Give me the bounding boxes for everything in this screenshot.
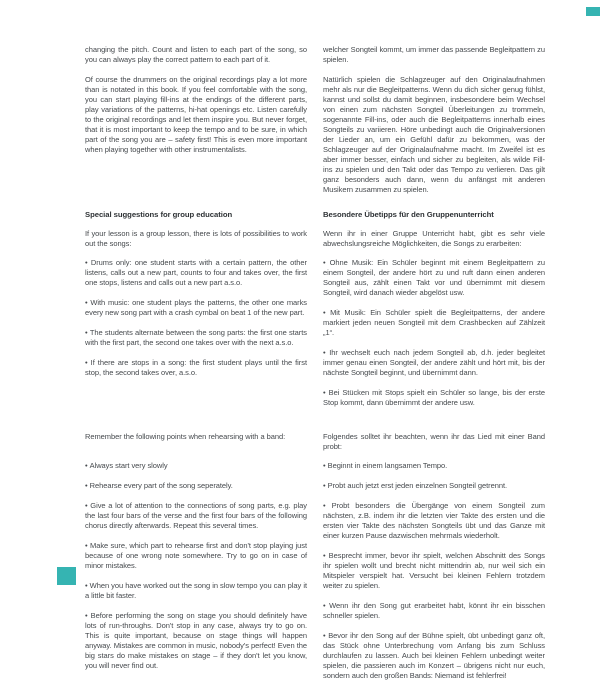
german-bullet-item: • Probt besonders die Übergänge von einem Songteil zum nächsten, z.B. indem ihr die letzten vier Takte des ersten und die ersten vier Takte des nächsten Songteils übt und das Ganze mit einer kurzen Pause dazwischen mehrmals wiederholt. bbox=[323, 501, 545, 541]
two-column-text bbox=[85, 45, 545, 681]
german-group-bullets bbox=[323, 258, 545, 408]
english-bullet-item: • When you have worked out the song in slow tempo you can play it a little bit faster. bbox=[85, 581, 307, 601]
german-band-bullets bbox=[323, 461, 545, 681]
english-paragraph: changing the pitch. Count and listen to each part of the song, so you can always play the correct pattern to each part of it. bbox=[85, 45, 307, 64]
german-bullet-item: • Bevor ihr den Song auf der Bühne spielt, übt unbedingt ganz oft, das Stück ohne Unterbrechung vom Anfang bis zum Schluss durchlaufen zu lassen. Auch bei kleinen Fehlern unbedingt weiter spielen, die passieren auch im Konzert – übrigens nicht nur euch, sondern auch den großen Bands: Niemand ist fehlerfrei! bbox=[323, 631, 545, 681]
german-section-intro: Wenn ihr in einer Gruppe Unterricht habt, gibt es sehr viele abwechslungsreiche Möglichkeiten, die Songs zu erarbeiten: bbox=[323, 229, 545, 248]
german-heading-block bbox=[323, 210, 545, 220]
german-bullet-item: • Besprecht immer, bevor ihr spielt, welchen Abschnitt des Songs ihr spielen wollt und brecht nicht mittendrin ab, nur weil sich ein Mitspieler verspielt hat. Versucht bei kleinen Fehlern trotzdem weiter zu spielen. bbox=[323, 551, 545, 591]
english-section-heading: Special suggestions for group education bbox=[85, 210, 233, 219]
german-section-intro-block bbox=[323, 229, 545, 249]
german-bullet-item: • Beginnt in einem langsamen Tempo. bbox=[323, 461, 545, 471]
teal-corner-mark-top-right bbox=[586, 7, 600, 16]
english-band-bullets bbox=[85, 461, 307, 671]
english-bullet-item: • Drums only: one student starts with a certain pattern, the other listens, calls out a new part, counts to four and takes over, the first one stops, listens and calls out a new part a.s.o. bbox=[85, 258, 307, 288]
english-bullet-item: • Before performing the song on stage you should definitely have lots of run-throughs. Don't stop in any case, always try to go on. This is quite important, because on stage things will happen anyway. Mistakes are common in music, nobody's perfect! Even the big stars do make mistakes on stage – if they don't let you know, you will never find out. bbox=[85, 611, 307, 671]
german-bullet-item: • Ohne Musik: Ein Schüler beginnt mit einem Begleitpattern zu einem Songteil, der andere hört zu und ruft dann einen anderen Songteil aus, zählt einen Takt vor und übernimmt mit diesem Songteil, wird danach wieder abgelöst usw. bbox=[323, 258, 545, 298]
german-bullet-item: • Bei Stücken mit Stops spielt ein Schüler so lange, bis der erste Stop kommt, dann übernimmt der andere usw. bbox=[323, 388, 545, 408]
german-band-intro-block bbox=[323, 432, 545, 452]
english-group-bullets bbox=[85, 258, 307, 378]
english-bullet-item: • Always start very slowly bbox=[85, 461, 307, 471]
german-paragraph: Natürlich spielen die Schlagzeuger auf den Originalaufnahmen mehr als nur die Begleitpatterns. Wenn du dich sicher genug fühlst, kannst und sollst du damit beginnen, insbesondere beim Wechsel von einen zum nächsten Songteil Überleitungen zu trommeln, sogenannte Fill-ins, oder auch die Begleitpatterns innerhalb eines Songteils zu variieren. Höre unbedingt auch die Originalversionen der Lieder an, um ein Gefühl dafür zu bekommen, was der Schlagzeuger auf der Originalaufnahme macht. Im Zweifel ist es aber immer besser, einfach und sicher zu begleiten, als wilde Fill-ins zu spielen und den Takt oder das Tempo zu verlieren. Das gilt ganz besonders auch dann, wenn du anfängst mit anderen Musikern zusammen zu spielen. bbox=[323, 75, 545, 194]
english-section-intro: If your lesson is a group lesson, there is lots of possibilities to work out the songs: bbox=[85, 229, 307, 248]
english-bullet-item: • With music: one student plays the patterns, the other one marks every new song part with a crash cymbal on beat 1 of the new part. bbox=[85, 298, 307, 318]
english-bullet-item: • Give a lot of attention to the connections of song parts, e.g. play the last four bars of the verse and the first four bars of the following chorus directly afterwards. Repeat this several times. bbox=[85, 501, 307, 531]
english-heading-block bbox=[85, 210, 307, 220]
german-section-heading: Besondere Übetipps für den Gruppenunterricht bbox=[323, 210, 494, 219]
german-paragraph: welcher Songteil kommt, um immer das passende Begleitpattern zu spielen. bbox=[323, 45, 545, 64]
english-bullet-item: • The students alternate between the song parts: the first one starts with the first part, the second one takes over with the next a.s.o. bbox=[85, 328, 307, 348]
teal-corner-mark-bottom-left bbox=[57, 567, 76, 585]
english-band-intro: Remember the following points when rehearsing with a band: bbox=[85, 432, 286, 441]
german-bullet-item: • Mit Musik: Ein Schüler spielt die Begleitpatterns, der andere markiert jeden neuen Songteil mit dem Crashbecken auf Zählzeit „1“. bbox=[323, 308, 545, 338]
english-bullet-item: • Make sure, which part to rehearse first and don't stop playing just because of one wrong note somewhere. Try to go on in case of minor mistakes. bbox=[85, 541, 307, 571]
german-bullet-item: • Wenn ihr den Song gut erarbeitet habt, könnt ihr ein bisschen schneller spielen. bbox=[323, 601, 545, 621]
german-bullet-item: • Ihr wechselt euch nach jedem Songteil ab, d.h. jeder begleitet immer genau einen Songteil, der andere zählt und hört mit, bis der nächste Songteil beginnt, und übernimmt dann. bbox=[323, 348, 545, 378]
english-section-intro-block bbox=[85, 229, 307, 249]
german-band-intro: Folgendes solltet ihr beachten, wenn ihr das Lied mit einer Band probt: bbox=[323, 432, 545, 451]
english-band-intro-block bbox=[85, 432, 307, 442]
german-intro-block bbox=[323, 45, 545, 195]
english-intro-block bbox=[85, 45, 307, 155]
english-paragraph: Of course the drummers on the original recordings play a lot more than is notated in this book. If you feel comfortable with the song, you can start playing fill-ins at the endings of the different parts, play variations of the patterns, hi-hat openings etc. Listen carefully to the original recordings and let them inspire you. But never forget, that it is most important to keep the tempo and to be sure, in which part of the song you are – safety first! This is even more important when playing together with other instrumentalists. bbox=[85, 75, 307, 154]
english-bullet-item: • If there are stops in a song: the first student plays until the first stop, the second takes over, a.s.o. bbox=[85, 358, 307, 378]
german-bullet-item: • Probt auch jetzt erst jeden einzelnen Songteil getrennt. bbox=[323, 481, 545, 491]
english-bullet-item: • Rehearse every part of the song seperately. bbox=[85, 481, 307, 491]
